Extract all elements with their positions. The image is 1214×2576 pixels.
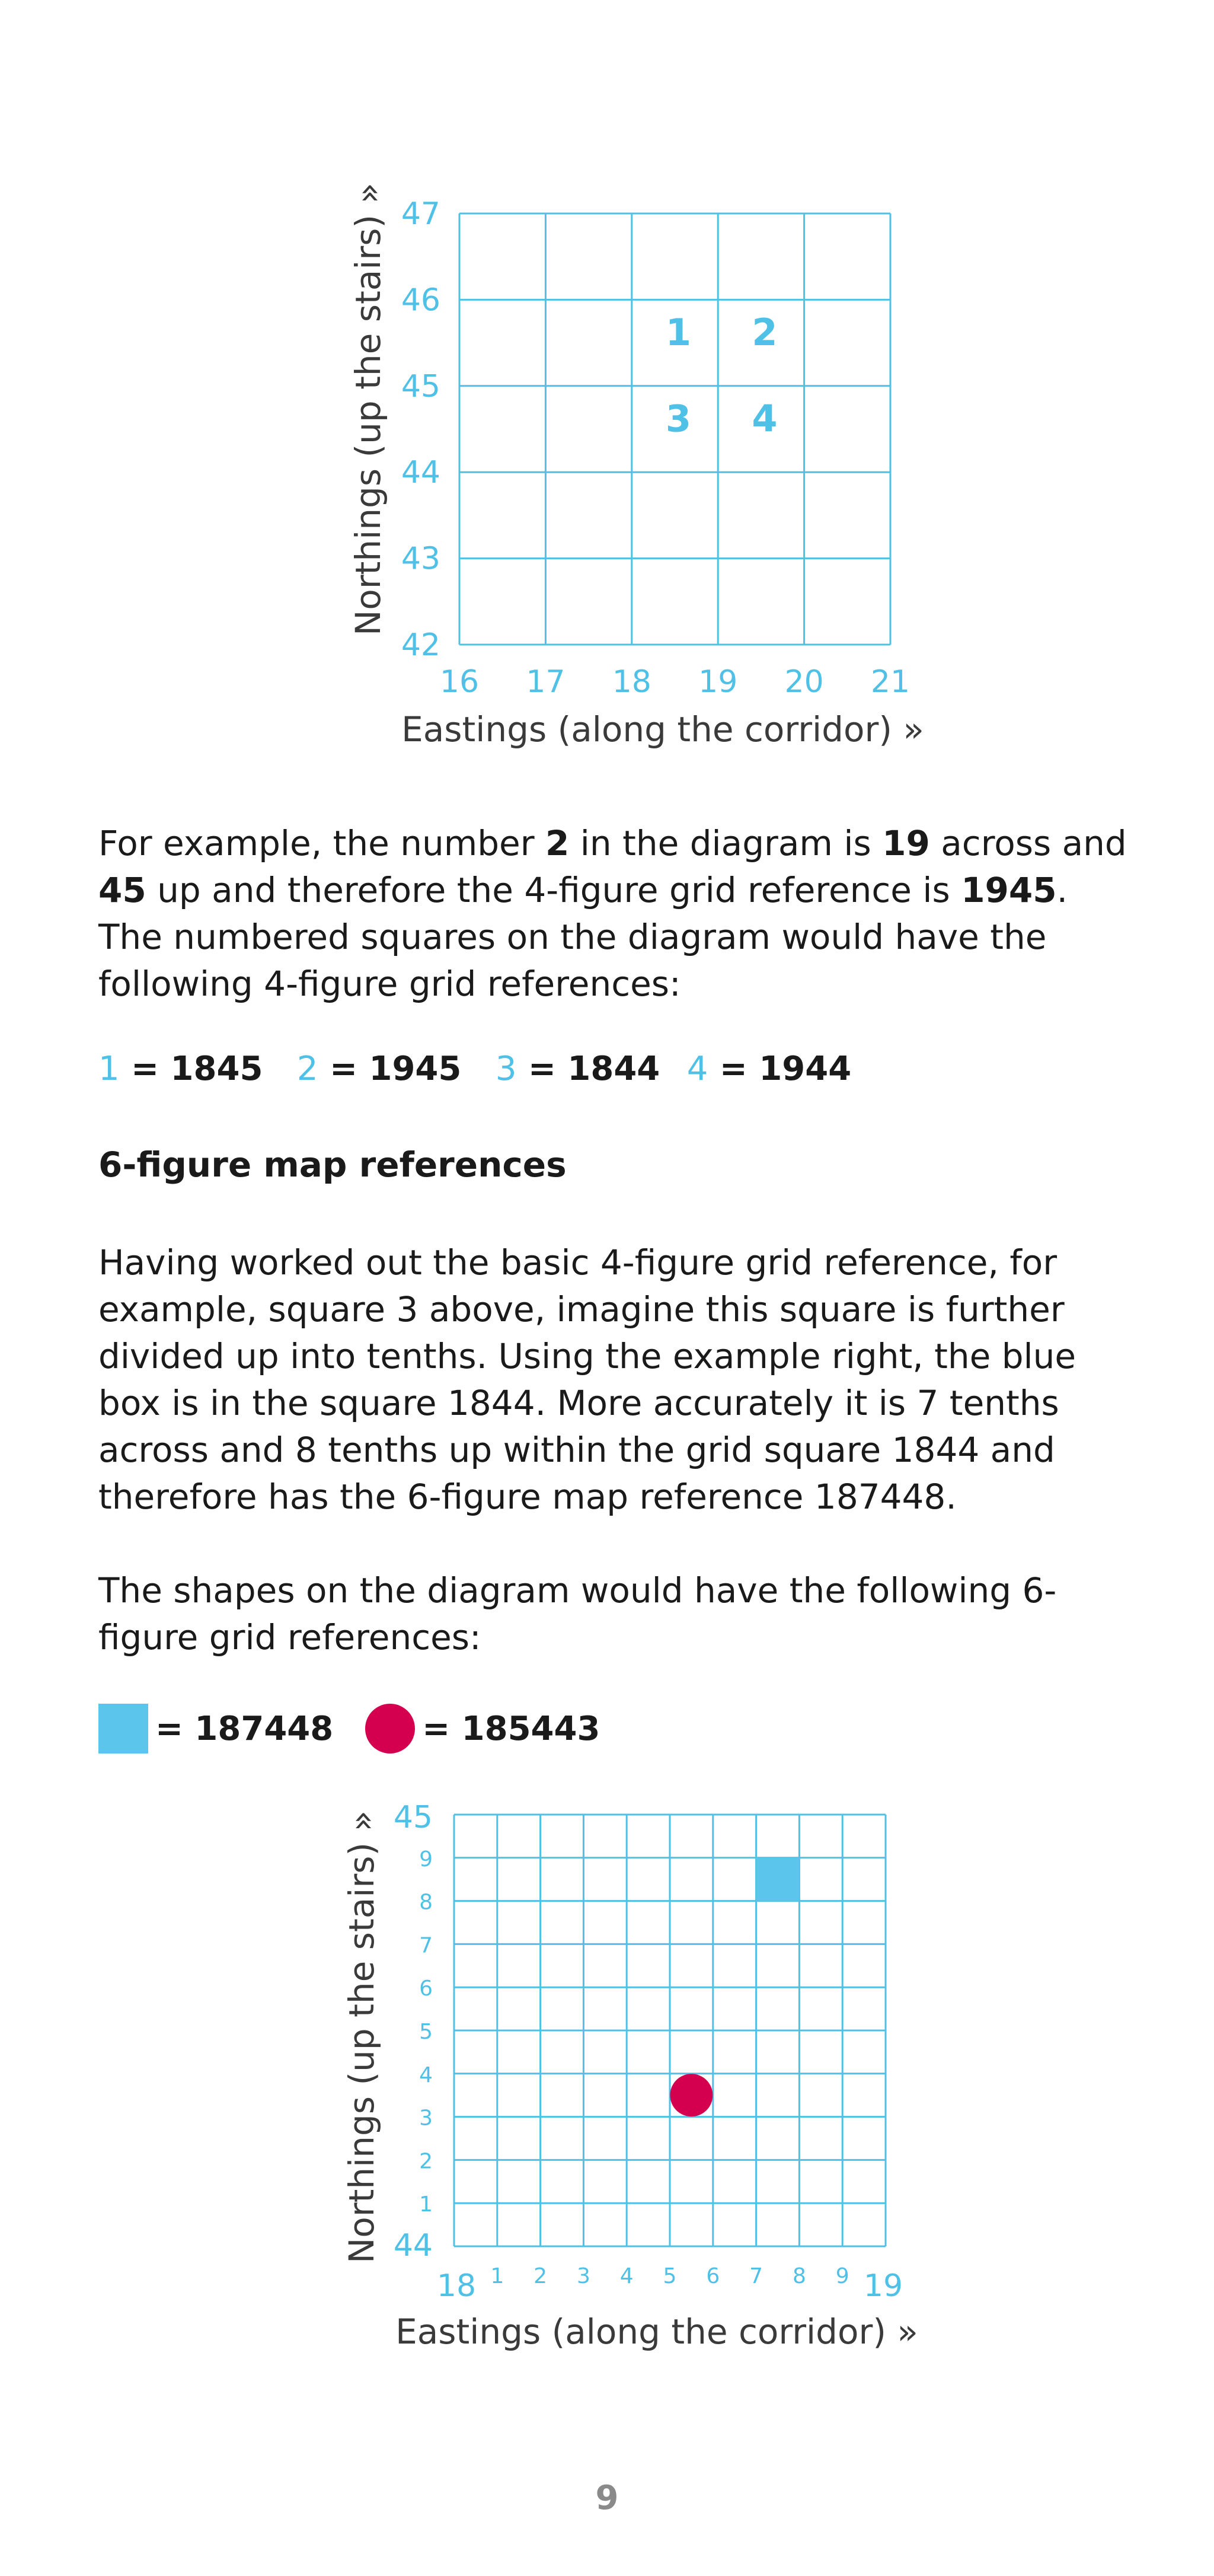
y-minor-tick: 4 <box>419 2062 433 2087</box>
shapes-paragraph: The shapes on the diagram would have the following 6-figure grid references: <box>98 1570 1057 1657</box>
y-minor-tick: 7 <box>419 1933 433 1958</box>
text-run: across and <box>929 823 1127 863</box>
x-minor-tick: 6 <box>706 2264 720 2288</box>
square-number: 3 <box>665 397 692 441</box>
x-tick-label: 19 <box>698 664 738 700</box>
y-tick-label: 42 <box>401 627 440 663</box>
y-axis-title: Northings (up the stairs) » <box>341 1810 382 2264</box>
x-tick-label: 18 <box>612 664 651 700</box>
y-minor-tick: 5 <box>419 2020 433 2044</box>
x-axis-start: 18 <box>436 2268 477 2304</box>
x-minor-tick: 9 <box>835 2264 849 2288</box>
x-axis-ticks <box>490 2264 849 2288</box>
four-figure-grid-diagram <box>0 0 1214 783</box>
x-minor-tick: 1 <box>490 2264 504 2288</box>
ref-value: = 1945 <box>330 1050 462 1088</box>
example-paragraph <box>98 820 1130 1008</box>
x-axis-ticks <box>440 664 910 700</box>
four-figure-references <box>98 1050 851 1088</box>
y-minor-tick: 3 <box>419 2106 433 2131</box>
ref-number: 4 <box>686 1050 708 1088</box>
x-minor-tick: 3 <box>576 2264 590 2288</box>
y-minor-tick: 1 <box>419 2192 433 2217</box>
six-figure-grid-diagram <box>0 1779 1214 2372</box>
y-tick-label: 43 <box>401 541 440 577</box>
y-axis-start: 44 <box>393 2228 433 2263</box>
bold-run: 45 <box>98 870 146 910</box>
text-run: up and therefore the 4-figure grid reference is <box>146 870 961 910</box>
square-number: 4 <box>752 397 778 441</box>
page-number: 9 <box>595 2479 619 2517</box>
bold-run: 19 <box>882 823 930 863</box>
x-tick-label: 16 <box>439 664 480 700</box>
bold-run: 1945 <box>961 870 1057 910</box>
ref-value: = 1944 <box>719 1050 852 1088</box>
y-minor-tick: 2 <box>419 2149 433 2174</box>
square-number: 1 <box>665 311 692 355</box>
y-tick-label: 44 <box>401 455 440 491</box>
six-figure-paragraph: Having worked out the basic 4-figure grid reference, for example, square 3 above, imagine this square is further divided up into tenths. Using the example right, the blue box is in the square 1844. More accurately it is 7 tenths across and 8 tenths up within the grid square 1844 and therefore has the 6-figure map reference 187448. <box>98 1242 1076 1517</box>
shape-legend <box>98 1702 600 1755</box>
y-axis-ticks <box>401 196 440 663</box>
y-axis-end: 45 <box>393 1800 433 1835</box>
ref-number: 3 <box>495 1050 517 1088</box>
text-run: in the diagram is <box>569 823 883 863</box>
y-axis-ticks <box>419 1847 433 2217</box>
x-axis-title: Eastings (along the corridor) » <box>401 709 924 750</box>
y-tick-label: 46 <box>401 282 440 318</box>
x-axis-end: 19 <box>863 2268 903 2304</box>
blue-square-marker <box>756 1858 800 1901</box>
x-tick-label: 17 <box>526 664 566 700</box>
square-reference: = 187448 <box>155 1709 334 1748</box>
numbered-squares <box>666 311 778 440</box>
y-axis-title: Northings (up the stairs) » <box>348 182 388 636</box>
text-run: For example, the number <box>98 823 545 863</box>
x-minor-tick: 4 <box>619 2264 634 2288</box>
red-circle-icon <box>365 1704 415 1754</box>
circle-reference: = 185443 <box>422 1709 600 1748</box>
ref-number: 2 <box>296 1050 318 1088</box>
ref-value: = 1845 <box>131 1050 263 1088</box>
y-minor-tick: 9 <box>419 1847 433 1872</box>
y-tick-label: 47 <box>401 196 440 232</box>
x-axis-title: Eastings (along the corridor) » <box>395 2312 918 2352</box>
y-minor-tick: 8 <box>419 1890 433 1915</box>
y-minor-tick: 6 <box>419 1976 433 2001</box>
ref-number: 1 <box>98 1050 120 1088</box>
grid-lines <box>454 1815 886 2246</box>
section-heading: 6-figure map references <box>98 1144 567 1185</box>
x-tick-label: 21 <box>870 664 910 700</box>
x-minor-tick: 2 <box>533 2264 548 2288</box>
x-minor-tick: 5 <box>663 2264 677 2288</box>
x-tick-label: 20 <box>784 664 824 700</box>
bold-run: 2 <box>545 823 570 863</box>
square-number: 2 <box>752 311 778 355</box>
y-tick-label: 45 <box>401 368 440 404</box>
x-minor-tick: 7 <box>749 2264 763 2288</box>
ref-value: = 1844 <box>528 1050 660 1088</box>
x-minor-tick: 8 <box>792 2264 806 2288</box>
text-run: . The numbered squares on the diagram would have the following 4-figure grid references: <box>98 870 1068 1004</box>
blue-square-icon <box>98 1704 148 1754</box>
red-circle-marker <box>670 2074 713 2116</box>
